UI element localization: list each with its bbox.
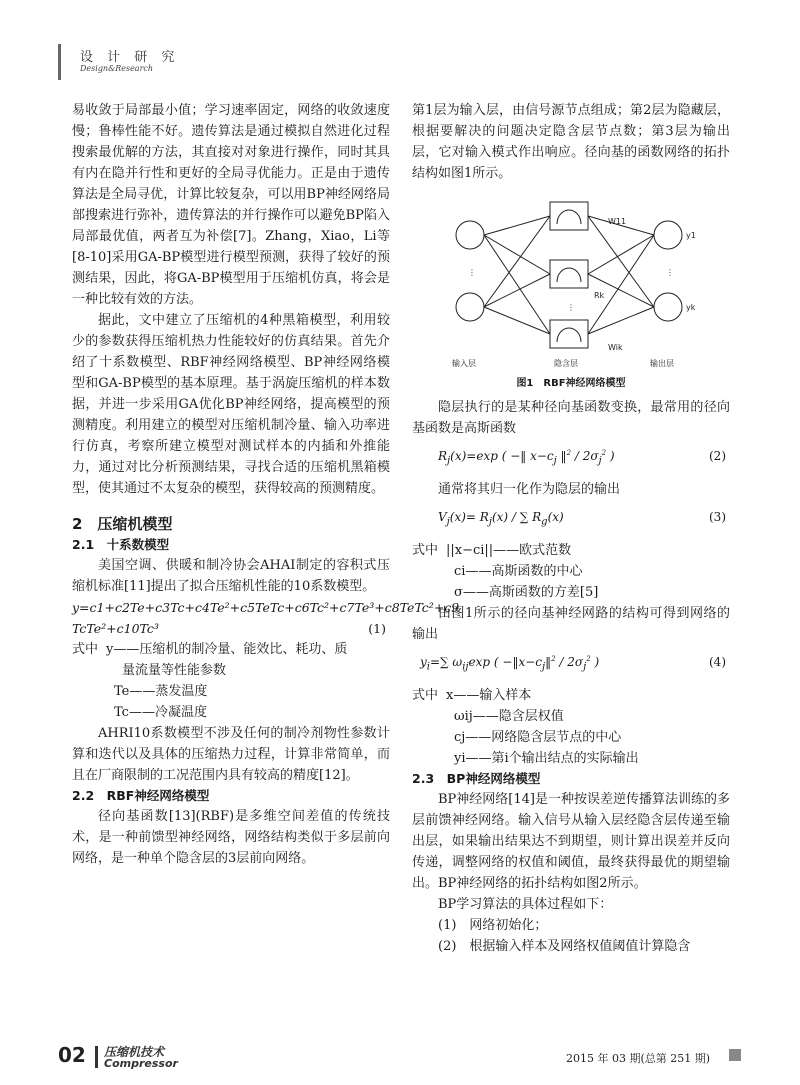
equation-4: $y_i=\sum$ $\omega_{ij}\exp$ ( $-‖x-c_j‖^2 / 2\sigma_j^2$ ) (4) xyxy=(420,655,726,673)
svg-text:⋮: ⋮ xyxy=(666,268,674,277)
equation-number: (1) xyxy=(368,621,386,636)
paragraph: AHRI10系数模型不涉及任何的制冷剂物性参数计算和迭代以及具体的压缩热力过程，计算非常简单，而且在厂商限制的工况范围内具有较高的精度[12]。 xyxy=(72,726,390,783)
symbol-def: cj——网络隐含层节点的中心 xyxy=(454,730,622,745)
symbol-def: ci——高斯函数的中心 xyxy=(454,564,583,579)
symbol-label: 式中 xyxy=(72,642,99,657)
left-column xyxy=(72,100,460,869)
subsection-heading: 2.2 RBF神经网络模型 xyxy=(72,788,210,803)
equation-number: (2) xyxy=(709,449,726,463)
paragraph: 由图1所示的径向基神经网路的结构可得到网络的输出 xyxy=(412,606,730,642)
hidden-node xyxy=(550,260,588,288)
paragraph: 据此，文中建立了压缩机的4种黑箱模型，利用较少的参数获得压缩机热力性能较好的仿真结果。首先介绍了十系数模型、RBF神经网络模型、BP神经网络模型和GA-BP模型的基本原理。基于涡旋压缩机的样本数据，并进一步采用GA优化BP神经网络，提高模型的预测精度。利用建立的模型对压缩机制冷量、输入功率进行仿真，考察所建立模型对测试样本的内插和外推能力，通过对比分析预测结果，寻找合适的压缩机黑箱模型，使其通过不太复杂的模型，获得较高的预测精度。 xyxy=(72,313,390,496)
input-layer-label: 输入层 xyxy=(452,359,476,368)
equation-2: $R_j(x)=\exp$ ( −‖ $x-c_j$ ‖$^2$ / $2\sigma_j^2$ ) (2) xyxy=(438,449,726,467)
hidden-layer-label: 隐含层 xyxy=(554,359,578,368)
symbol-def: y——压缩机的制冷量、能效比、耗功、质 xyxy=(106,642,348,657)
journal-logo: 压缩机技术 xyxy=(104,1045,165,1059)
paragraph: 美国空调、供暖和制冷协会AHAI制定的容积式压缩机标准[11]提出了拟合压缩机性能的10系数模型。 xyxy=(72,558,390,594)
symbol-def: x——输入样本 xyxy=(446,688,532,703)
symbol-def: 量流量等性能参数 xyxy=(122,663,227,678)
input-node xyxy=(456,293,484,321)
weight-label: W11 xyxy=(608,217,627,226)
issue-info: 2015 年 03 期(总第 251 期) xyxy=(566,1052,711,1065)
journal-logo-en: Compressor xyxy=(104,1057,178,1070)
rbf-network-figure xyxy=(412,190,730,370)
right-column xyxy=(412,100,730,957)
subsection-heading: 2.1 十系数模型 xyxy=(72,537,170,552)
output-layer-label: 输出层 xyxy=(650,359,674,368)
symbol-def: yi——第i个输出结点的实际输出 xyxy=(454,751,639,766)
equation-1 xyxy=(72,597,460,639)
symbol-list xyxy=(412,540,730,603)
input-node xyxy=(456,221,484,249)
svg-text:⋮: ⋮ xyxy=(567,303,575,312)
footer-square xyxy=(729,1049,741,1061)
output-node xyxy=(654,293,682,321)
paragraph: 易收敛于局部最小值；学习速率固定，网络的收敛速度慢；鲁棒性能不好。遗传算法是通过模拟自然进化过程搜索最优解的方法，其直接对对象进行操作，同时其具有内在隐并行性和更好的全局寻优能力。正是由于遗传算法是全局寻优，计算比较复杂，可以用BP神经网络局部搜索进行弥补，遗传算法的并行操作可以避免BP陷入局部最优值，两者互为补偿[7]。Zhang，Xiao，Li等[8-10]采用GA-BP模型进行模型预测，获得了较好的预测结果，因此，将GA-BP模型用于压缩机仿真，将会是一种比较有效的方法。 xyxy=(72,103,390,307)
hidden-node xyxy=(550,320,588,348)
equation-number: (3) xyxy=(709,510,726,524)
page-number: 02 xyxy=(58,1043,86,1067)
paragraph: 隐层执行的是某种径向基函数变换，最常用的径向基函数是高斯函数 xyxy=(412,400,730,436)
section-heading: 2 压缩机模型 xyxy=(72,515,173,533)
y1-label: y1 xyxy=(686,231,696,240)
footer-divider xyxy=(95,1046,98,1068)
hidden-node xyxy=(550,202,588,230)
paragraph: BP学习算法的具体过程如下： xyxy=(438,897,613,912)
figure-caption: 图1 RBF神经网络模型 xyxy=(516,378,626,389)
equation-line: TcTe²+c10Tc³ xyxy=(72,621,159,636)
symbol-def: ||x−ci||——欧式范数 xyxy=(446,543,572,558)
header-subtitle: Design&Research xyxy=(80,64,154,73)
symbol-label: 式中 xyxy=(412,543,439,558)
symbol-def: Tc——冷凝温度 xyxy=(114,705,207,720)
rk-label: Rk xyxy=(594,291,605,300)
svg-text:⋮: ⋮ xyxy=(468,268,476,277)
symbol-def: σ——高斯函数的方差[5] xyxy=(454,585,599,600)
header-title: 设 计 研 究 xyxy=(80,50,180,65)
weight-label: Wik xyxy=(608,343,623,352)
paragraph: 第1层为输入层，由信号源节点组成；第2层为隐藏层，根据要解决的问题决定隐含层节点数；第3层为输出层，它对输入模式作出响应。径向基的函数网络的拓扑结构如图1所示。 xyxy=(412,103,730,181)
symbol-list xyxy=(412,685,730,769)
equation-number: (4) xyxy=(709,655,726,669)
equation-3: $V_j(x)= R_j(x)$ / ∑ $R_g(x)$ (3) xyxy=(438,510,726,528)
yk-label: yk xyxy=(686,303,696,312)
list-item: (1) 网络初始化； xyxy=(438,918,548,933)
output-node xyxy=(654,221,682,249)
equation-line: y=c1+c2Te+c3Tc+c4Te²+c5TeTc+c6Tc²+c7Te³+c8TeTc²+c9 xyxy=(72,600,460,615)
subsection-heading: 2.3 BP神经网络模型 xyxy=(412,771,541,786)
header-bar xyxy=(58,44,61,80)
paragraph: 通常将其归一化作为隐层的输出 xyxy=(438,482,621,497)
symbol-def: Te——蒸发温度 xyxy=(114,684,208,699)
paragraph: 径向基函数[13](RBF)是多维空间差值的传统技术，是一种前馈型神经网络，网络结构类似于多层前向网络，是一种单个隐含层的3层前向网络。 xyxy=(72,809,390,866)
symbol-list xyxy=(72,639,390,723)
paragraph: BP神经网络[14]是一种按误差逆传播算法训练的多层前馈神经网络。输入信号从输入层经隐含层传递至输出层，如果输出结果达不到期望，则计算出误差并反向传递，调整网络的权值和阈值，最终获得最优的期望输出。BP神经网络的拓扑结构如图2所示。 xyxy=(412,792,730,891)
symbol-def: ωij——隐含层权值 xyxy=(454,709,564,724)
list-item: (2) 根据输入样本及网络权值阈值计算隐含 xyxy=(438,939,691,954)
symbol-label: 式中 xyxy=(412,688,439,703)
